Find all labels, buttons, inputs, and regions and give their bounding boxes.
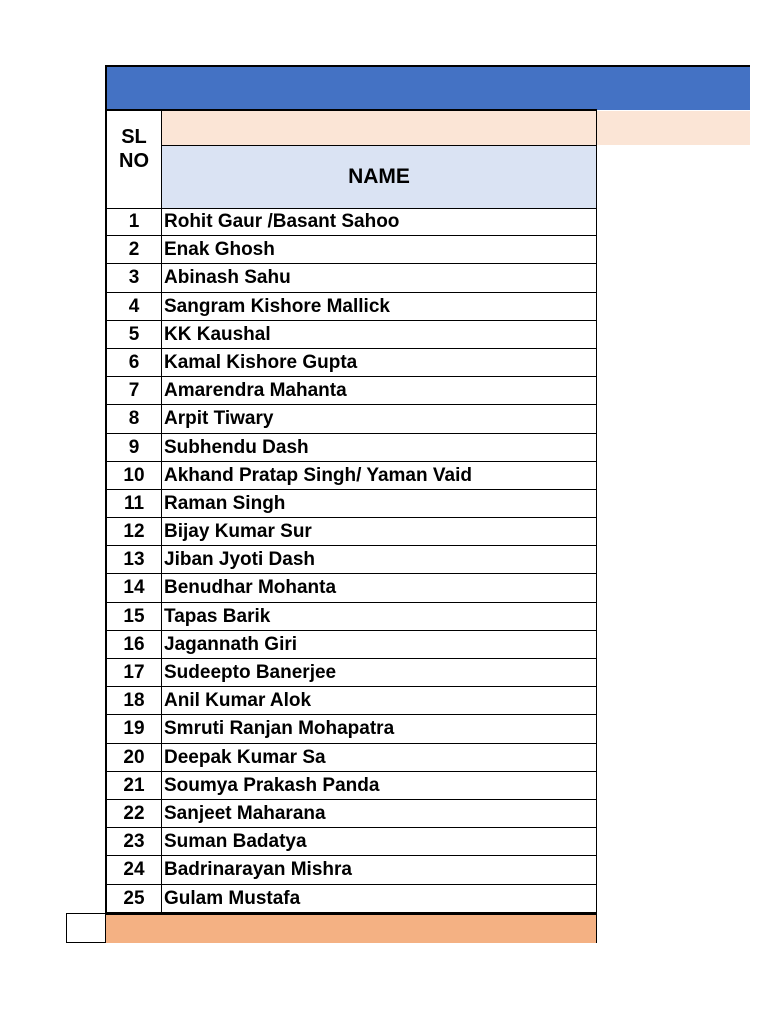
sl-no-cell[interactable]: 14 [105, 574, 162, 601]
sl-no-cell[interactable]: 9 [105, 434, 162, 461]
table-row [105, 856, 597, 884]
name-cell[interactable]: Abinash Sahu [162, 264, 597, 291]
name-cell[interactable]: Badrinarayan Mishra [162, 856, 597, 883]
table-row [105, 349, 597, 377]
table-row [105, 293, 597, 321]
sl-no-cell[interactable]: 8 [105, 405, 162, 432]
name-cell[interactable]: Sudeepto Banerjee [162, 659, 597, 686]
sl-no-cell[interactable]: 19 [105, 715, 162, 742]
name-cell[interactable]: Arpit Tiwary [162, 405, 597, 432]
name-cell[interactable]: Raman Singh [162, 490, 597, 517]
table-row [105, 236, 597, 264]
name-cell[interactable]: Gulam Mustafa [162, 885, 597, 912]
name-cell[interactable]: Akhand Pratap Singh/ Yaman Vaid [162, 462, 597, 489]
names-table-body [105, 208, 597, 913]
sl-no-cell[interactable]: 7 [105, 377, 162, 404]
name-cell[interactable]: Suman Badatya [162, 828, 597, 855]
table-row [105, 518, 597, 546]
table-row [105, 574, 597, 602]
table-row [105, 659, 597, 687]
table-row [105, 321, 597, 349]
table-row [105, 715, 597, 743]
name-cell[interactable]: Tapas Barik [162, 603, 597, 630]
sl-no-cell[interactable]: 20 [105, 744, 162, 771]
sl-no-header: SL NO [105, 111, 162, 209]
sl-no-cell[interactable]: 25 [105, 885, 162, 912]
name-cell[interactable]: Bijay Kumar Sur [162, 518, 597, 545]
sl-no-cell[interactable]: 6 [105, 349, 162, 376]
name-cell[interactable]: Amarendra Mahanta [162, 377, 597, 404]
table-row [105, 744, 597, 772]
name-cell[interactable]: Subhendu Dash [162, 434, 597, 461]
sl-no-cell[interactable]: 17 [105, 659, 162, 686]
sl-no-cell[interactable]: 15 [105, 603, 162, 630]
name-cell[interactable]: Jagannath Giri [162, 631, 597, 658]
name-cell[interactable]: Deepak Kumar Sa [162, 744, 597, 771]
sl-no-cell[interactable]: 24 [105, 856, 162, 883]
table-row [105, 405, 597, 433]
sl-no-cell[interactable]: 11 [105, 490, 162, 517]
sl-no-cell[interactable]: 10 [105, 462, 162, 489]
name-cell[interactable]: Benudhar Mohanta [162, 574, 597, 601]
name-header: NAME [162, 145, 597, 209]
sl-no-cell[interactable]: 5 [105, 321, 162, 348]
name-cell[interactable]: Enak Ghosh [162, 236, 597, 263]
name-cell[interactable]: Sanjeet Maharana [162, 800, 597, 827]
name-cell[interactable]: KK Kaushal [162, 321, 597, 348]
footer-empty-cell[interactable] [66, 913, 106, 943]
name-cell[interactable]: Sangram Kishore Mallick [162, 293, 597, 320]
sl-no-cell[interactable]: 1 [105, 208, 162, 235]
sl-no-cell[interactable]: 3 [105, 264, 162, 291]
table-row [105, 885, 597, 913]
table-row [105, 687, 597, 715]
sl-no-cell[interactable]: 22 [105, 800, 162, 827]
table-row [105, 828, 597, 856]
table-row [105, 434, 597, 462]
sl-no-cell[interactable]: 12 [105, 518, 162, 545]
name-cell[interactable]: Kamal Kishore Gupta [162, 349, 597, 376]
name-cell[interactable]: Rohit Gaur /Basant Sahoo [162, 208, 597, 235]
table-row [105, 631, 597, 659]
name-cell[interactable]: Soumya Prakash Panda [162, 772, 597, 799]
sl-no-cell[interactable]: 2 [105, 236, 162, 263]
footer-bar [106, 915, 597, 943]
subheader-strip-border [162, 111, 597, 145]
sl-no-cell[interactable]: 18 [105, 687, 162, 714]
table-row [105, 490, 597, 518]
name-cell[interactable]: Smruti Ranjan Mohapatra [162, 715, 597, 742]
sl-no-cell[interactable]: 21 [105, 772, 162, 799]
title-bar [105, 65, 750, 110]
table-row [105, 264, 597, 292]
table-row [105, 377, 597, 405]
name-cell[interactable]: Anil Kumar Alok [162, 687, 597, 714]
name-cell[interactable]: Jiban Jyoti Dash [162, 546, 597, 573]
table-row [105, 208, 597, 236]
table-row [105, 546, 597, 574]
sl-no-cell[interactable]: 23 [105, 828, 162, 855]
sl-no-cell[interactable]: 13 [105, 546, 162, 573]
table-row [105, 800, 597, 828]
table-row [105, 462, 597, 490]
table-row [105, 772, 597, 800]
table-row [105, 603, 597, 631]
sl-no-cell[interactable]: 4 [105, 293, 162, 320]
sl-no-cell[interactable]: 16 [105, 631, 162, 658]
